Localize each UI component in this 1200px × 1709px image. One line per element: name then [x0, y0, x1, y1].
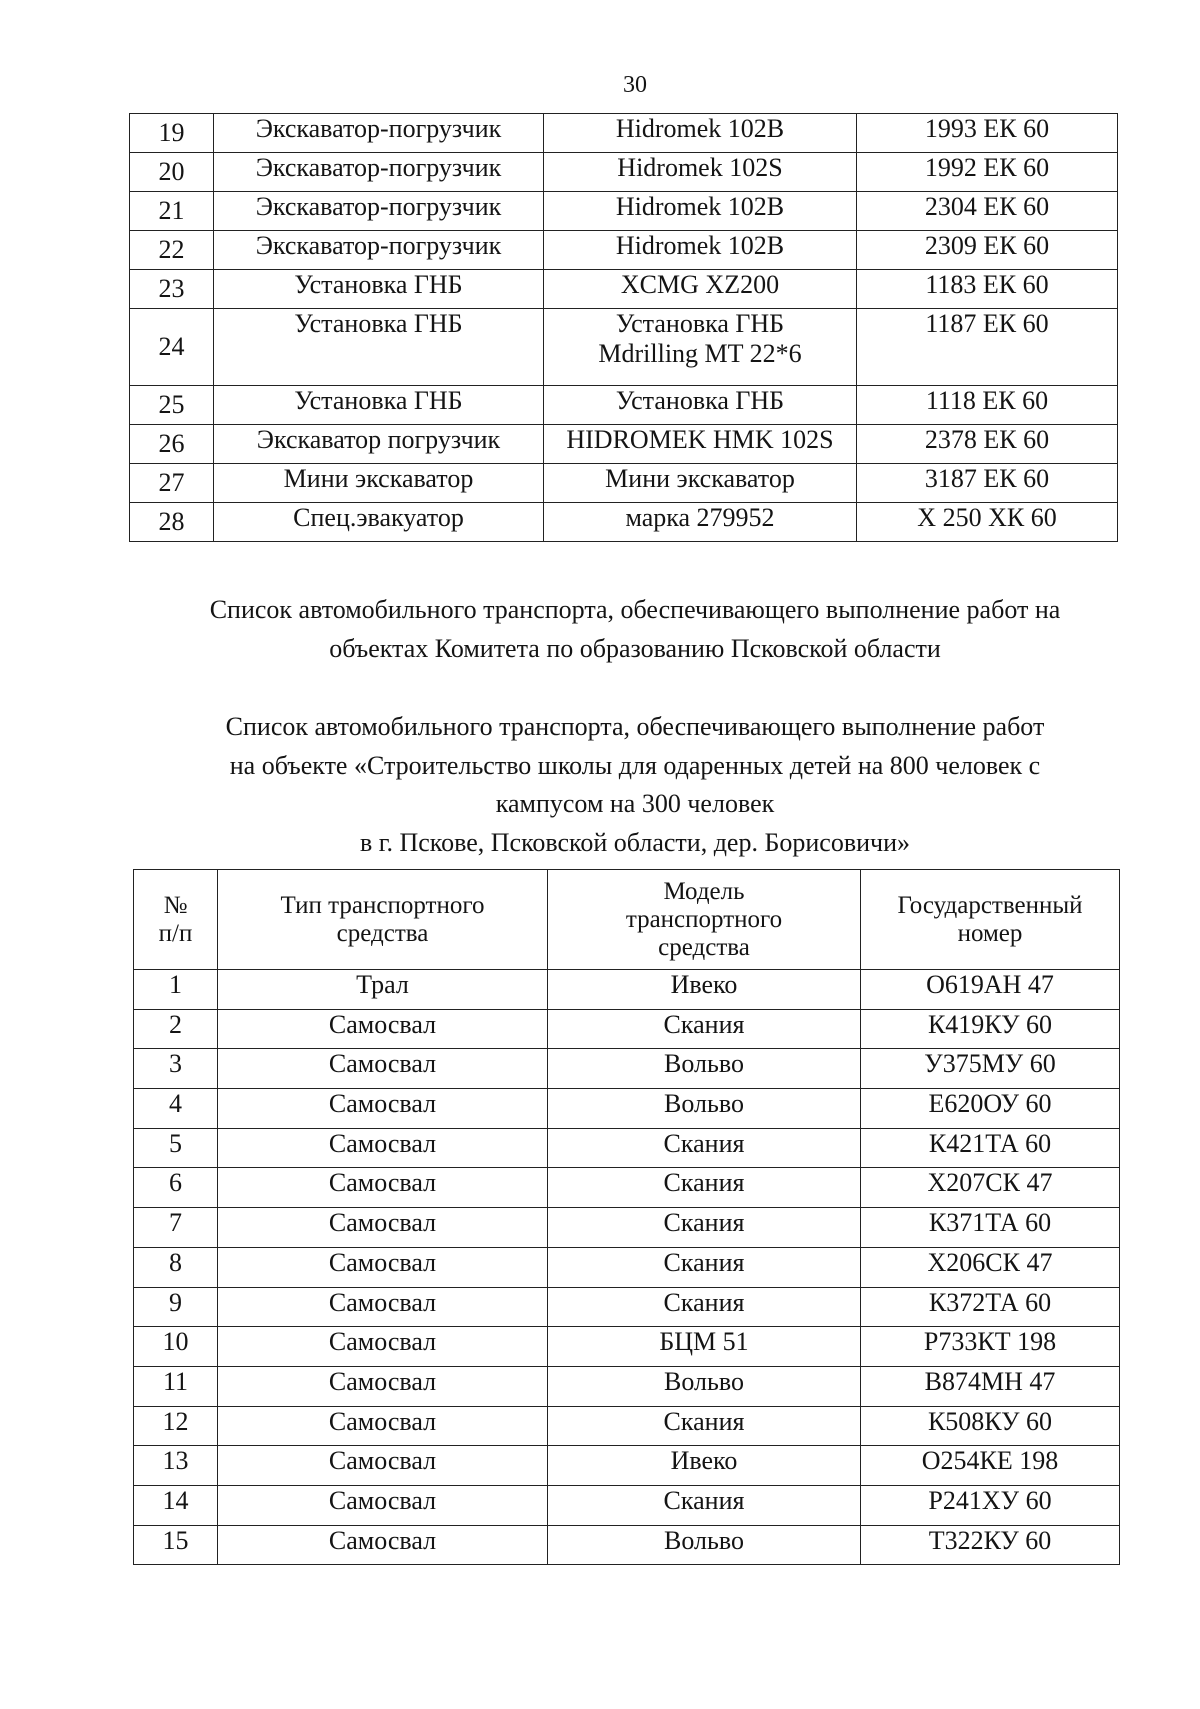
cell-vehicle-model: Скания: [548, 1485, 861, 1525]
cell-vehicle-type: Установка ГНБ: [214, 386, 544, 425]
cell-number: 2: [134, 1009, 218, 1049]
table-row: [134, 970, 1120, 1010]
cell-plate-number: 2378 ЕК 60: [857, 425, 1118, 464]
cell-vehicle-type: Самосвал: [218, 1287, 548, 1327]
cell-plate-number: О619АН 47: [861, 970, 1120, 1010]
table-row: [130, 464, 1118, 503]
cell-vehicle-type: Экскаватор-погрузчик: [214, 114, 544, 153]
section-heading-education-committee: [140, 591, 1130, 668]
cell-plate-number: 1183 ЕК 60: [857, 270, 1118, 309]
table-row: [134, 1406, 1120, 1446]
table-row: [134, 1049, 1120, 1089]
cell-vehicle-model: БЦМ 51: [548, 1327, 861, 1367]
cell-number: 1: [134, 970, 218, 1010]
cell-vehicle-model: Вольво: [548, 1366, 861, 1406]
cell-plate-number: К419КУ 60: [861, 1009, 1120, 1049]
cell-vehicle-model: Hidromek 102B: [544, 114, 857, 153]
table-row: [130, 309, 1118, 386]
table-row: [134, 1208, 1120, 1248]
table-row: [130, 153, 1118, 192]
cell-vehicle-model: Скания: [548, 1168, 861, 1208]
cell-vehicle-type: Трал: [218, 970, 548, 1010]
cell-number: 3: [134, 1049, 218, 1089]
table-row: [130, 425, 1118, 464]
cell-vehicle-type: Самосвал: [218, 1406, 548, 1446]
cell-plate-number: К421ТА 60: [861, 1128, 1120, 1168]
cell-vehicle-model: Вольво: [548, 1525, 861, 1565]
cell-plate-number: Х 250 ХК 60: [857, 503, 1118, 542]
cell-vehicle-type: Самосвал: [218, 1446, 548, 1486]
cell-vehicle-model: Ивеко: [548, 1446, 861, 1486]
table-row: [134, 1525, 1120, 1565]
table-row: [130, 114, 1118, 153]
cell-number: 12: [134, 1406, 218, 1446]
cell-plate-number: 2309 ЕК 60: [857, 231, 1118, 270]
heading-line: Список автомобильного транспорта, обеспечивающего выполнение работ на: [209, 595, 1061, 624]
cell-plate-number: К371ТА 60: [861, 1208, 1120, 1248]
cell-number: 10: [134, 1327, 218, 1367]
cell-number: 22: [130, 231, 214, 270]
cell-vehicle-type: Самосвал: [218, 1525, 548, 1565]
heading-line: кампусом на 300 человек: [495, 789, 775, 818]
table-row: [134, 1247, 1120, 1287]
cell-vehicle-model: Скания: [548, 1009, 861, 1049]
cell-vehicle-type: Самосвал: [218, 1208, 548, 1248]
heading-line: Список автомобильного транспорта, обеспечивающего выполнение работ: [225, 712, 1045, 741]
table-row: [130, 270, 1118, 309]
table-row: [130, 386, 1118, 425]
cell-plate-number: 1993 ЕК 60: [857, 114, 1118, 153]
cell-plate-number: 1992 ЕК 60: [857, 153, 1118, 192]
cell-vehicle-type: Самосвал: [218, 1247, 548, 1287]
cell-vehicle-type: Самосвал: [218, 1168, 548, 1208]
cell-number: 24: [130, 309, 214, 386]
table-row: [130, 503, 1118, 542]
cell-number: 21: [130, 192, 214, 231]
cell-number: 25: [130, 386, 214, 425]
cell-plate-number: Е620ОУ 60: [861, 1089, 1120, 1129]
cell-vehicle-type: Самосвал: [218, 1009, 548, 1049]
transport-list-table: [133, 869, 1120, 1565]
table-row: [134, 1287, 1120, 1327]
cell-vehicle-model: Hidromek 102B: [544, 231, 857, 270]
column-header-vehicle-type: Тип транспортного средства: [218, 870, 548, 970]
cell-number: 26: [130, 425, 214, 464]
cell-number: 11: [134, 1366, 218, 1406]
heading-line: в г. Пскове, Псковской области, дер. Борисовичи»: [359, 827, 911, 857]
table-row: [134, 1446, 1120, 1486]
cell-number: 20: [130, 153, 214, 192]
cell-vehicle-type: Экскаватор-погрузчик: [214, 192, 544, 231]
table-row: [134, 1485, 1120, 1525]
cell-number: 5: [134, 1128, 218, 1168]
cell-vehicle-type: Самосвал: [218, 1089, 548, 1129]
column-header-number: № п/п: [134, 870, 218, 970]
cell-vehicle-type: Установка ГНБ: [214, 270, 544, 309]
cell-number: 23: [130, 270, 214, 309]
cell-vehicle-model: Скания: [548, 1247, 861, 1287]
cell-vehicle-type: Экскаватор погрузчик: [214, 425, 544, 464]
cell-number: 8: [134, 1247, 218, 1287]
cell-vehicle-type: Самосвал: [218, 1366, 548, 1406]
equipment-table-continued: [129, 113, 1118, 542]
cell-vehicle-model: HIDROMEK HMK 102S: [544, 425, 857, 464]
cell-vehicle-model: [544, 309, 857, 386]
cell-plate-number: Т322КУ 60: [861, 1525, 1120, 1565]
section-heading-school-project: [140, 708, 1130, 862]
cell-vehicle-model: Hidromek 102S: [544, 153, 857, 192]
cell-number: 14: [134, 1485, 218, 1525]
cell-plate-number: 2304 ЕК 60: [857, 192, 1118, 231]
cell-plate-number: Х207СК 47: [861, 1168, 1120, 1208]
table-row: [134, 1009, 1120, 1049]
table-row: [130, 192, 1118, 231]
cell-vehicle-type: Самосвал: [218, 1128, 548, 1168]
page-number: 30: [623, 72, 647, 98]
cell-plate-number: Х206СК 47: [861, 1247, 1120, 1287]
cell-plate-number: Р241ХУ 60: [861, 1485, 1120, 1525]
cell-number: 28: [130, 503, 214, 542]
cell-line: Установка ГНБ: [615, 309, 785, 338]
table-row: [134, 1128, 1120, 1168]
cell-vehicle-model: Установка ГНБ: [544, 386, 857, 425]
cell-vehicle-model: Скания: [548, 1287, 861, 1327]
cell-vehicle-model: XCMG XZ200: [544, 270, 857, 309]
heading-line: объектах Комитета по образованию Псковской области: [329, 633, 941, 663]
heading-line: на объекте «Строительство школы для одаренных детей на 800 человек с: [229, 750, 1041, 780]
table-row: [134, 1366, 1120, 1406]
cell-number: 9: [134, 1287, 218, 1327]
cell-number: 15: [134, 1525, 218, 1565]
table-row: [134, 1089, 1120, 1129]
cell-plate-number: К508КУ 60: [861, 1406, 1120, 1446]
table-row: [130, 231, 1118, 270]
cell-vehicle-model: Мини экскаватор: [544, 464, 857, 503]
column-header-plate-number: Государственный номер: [861, 870, 1120, 970]
cell-number: 6: [134, 1168, 218, 1208]
table-row: [134, 1168, 1120, 1208]
cell-vehicle-type: Экскаватор-погрузчик: [214, 153, 544, 192]
cell-vehicle-type: Экскаватор-погрузчик: [214, 231, 544, 270]
cell-plate-number: Р733КТ 198: [861, 1327, 1120, 1367]
cell-vehicle-type: Установка ГНБ: [214, 309, 544, 386]
cell-vehicle-model: Скания: [548, 1128, 861, 1168]
cell-number: 7: [134, 1208, 218, 1248]
cell-plate-number: 3187 ЕК 60: [857, 464, 1118, 503]
cell-plate-number: К372ТА 60: [861, 1287, 1120, 1327]
cell-vehicle-model: Вольво: [548, 1049, 861, 1089]
cell-vehicle-type: Мини экскаватор: [214, 464, 544, 503]
cell-vehicle-model: марка 279952: [544, 503, 857, 542]
table-header-row: [134, 870, 1120, 970]
cell-vehicle-type: Самосвал: [218, 1049, 548, 1089]
cell-vehicle-model: Скания: [548, 1406, 861, 1446]
cell-plate-number: 1187 ЕК 60: [857, 309, 1118, 386]
table-row: [134, 1327, 1120, 1367]
cell-plate-number: 1118 ЕК 60: [857, 386, 1118, 425]
cell-number: 27: [130, 464, 214, 503]
cell-number: 4: [134, 1089, 218, 1129]
cell-vehicle-type: Спец.эвакуатор: [214, 503, 544, 542]
column-header-vehicle-model: Модель транспортного средства: [548, 870, 861, 970]
cell-plate-number: В874МН 47: [861, 1366, 1120, 1406]
cell-vehicle-model: Скания: [548, 1208, 861, 1248]
cell-number: 13: [134, 1446, 218, 1486]
cell-vehicle-model: Hidromek 102B: [544, 192, 857, 231]
cell-line: Mdrilling MT 22*6: [598, 339, 802, 368]
cell-vehicle-model: Вольво: [548, 1089, 861, 1129]
cell-vehicle-type: Самосвал: [218, 1485, 548, 1525]
cell-number: 19: [130, 114, 214, 153]
cell-plate-number: У375МУ 60: [861, 1049, 1120, 1089]
cell-plate-number: О254КЕ 198: [861, 1446, 1120, 1486]
cell-vehicle-model: Ивеко: [548, 970, 861, 1010]
cell-vehicle-type: Самосвал: [218, 1327, 548, 1367]
